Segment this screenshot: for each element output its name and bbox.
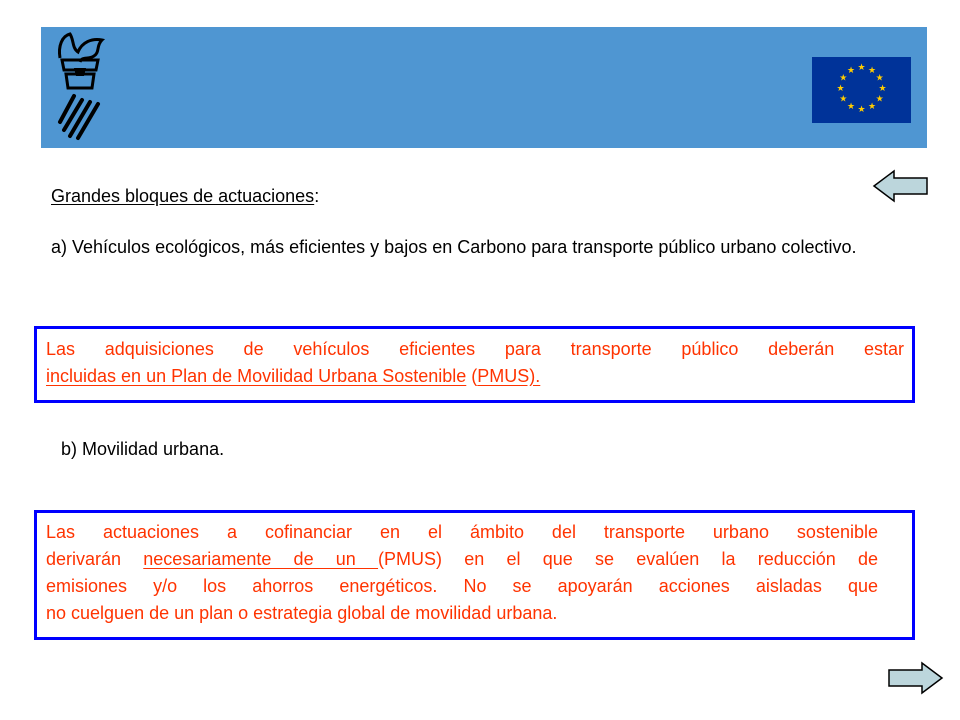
svg-text:★: ★ xyxy=(867,65,877,76)
eu-flag-icon xyxy=(812,57,911,123)
svg-text:★: ★ xyxy=(867,102,877,113)
svg-text:★: ★ xyxy=(846,65,856,76)
svg-text:★: ★ xyxy=(875,94,884,105)
generalitat-valenciana-crest-icon xyxy=(52,30,108,142)
note-2-line-1: Las actuaciones a cofinanciar en el ámbito del transporte urbano sostenible xyxy=(46,522,878,542)
svg-text:★: ★ xyxy=(878,84,887,94)
note-box-actuaciones-text xyxy=(46,519,878,627)
note-2-line-3: emisiones y/o los ahorros energéticos. No se apoyarán acciones aisladas que xyxy=(46,576,878,596)
svg-text:★: ★ xyxy=(839,73,848,84)
svg-text:★: ★ xyxy=(857,105,866,115)
note-2-line-4: no cuelguen de un plan o estrategia global de movilidad urbana. xyxy=(46,603,558,623)
item-a: a) Vehículos ecológicos, más eficientes y bajos en Carbono para transporte público urbano colectivo. xyxy=(51,237,857,257)
note-2-line-2-post: (PMUS) en el que se evalúen la reducción de xyxy=(378,549,878,569)
pmus-link[interactable]: PMUS). xyxy=(477,366,541,386)
section-heading-text: Grandes bloques de actuaciones xyxy=(51,186,315,206)
item-b: b) Movilidad urbana. xyxy=(61,439,225,459)
next-arrow-icon[interactable] xyxy=(886,660,946,696)
note-box-actuaciones xyxy=(34,510,915,640)
note-box-pmus-text xyxy=(46,336,904,390)
svg-text:★: ★ xyxy=(846,102,856,113)
note-2-line-2-pre: derivarán xyxy=(46,549,144,569)
back-arrow-icon[interactable] xyxy=(872,168,932,204)
section-heading-colon: : xyxy=(314,186,320,206)
note-1-line-2 xyxy=(46,363,904,390)
svg-text:★: ★ xyxy=(839,94,848,105)
note-2-line-2 xyxy=(46,546,878,573)
section-heading xyxy=(51,186,319,207)
svg-text:★: ★ xyxy=(857,63,866,73)
note-box-pmus xyxy=(34,326,915,403)
svg-text:★: ★ xyxy=(836,84,845,94)
header-banner xyxy=(41,27,927,148)
pmus-plan-link[interactable]: incluidas en un Plan de Movilidad Urbana Sostenible xyxy=(46,366,467,386)
note-1-paren: ( xyxy=(466,366,478,386)
note-1-line-1: Las adquisiciones de vehículos eficientes para transporte público deberán estar xyxy=(46,339,904,359)
necesariamente-link[interactable]: necesariamente de un xyxy=(143,549,379,569)
svg-text:★: ★ xyxy=(875,73,884,84)
